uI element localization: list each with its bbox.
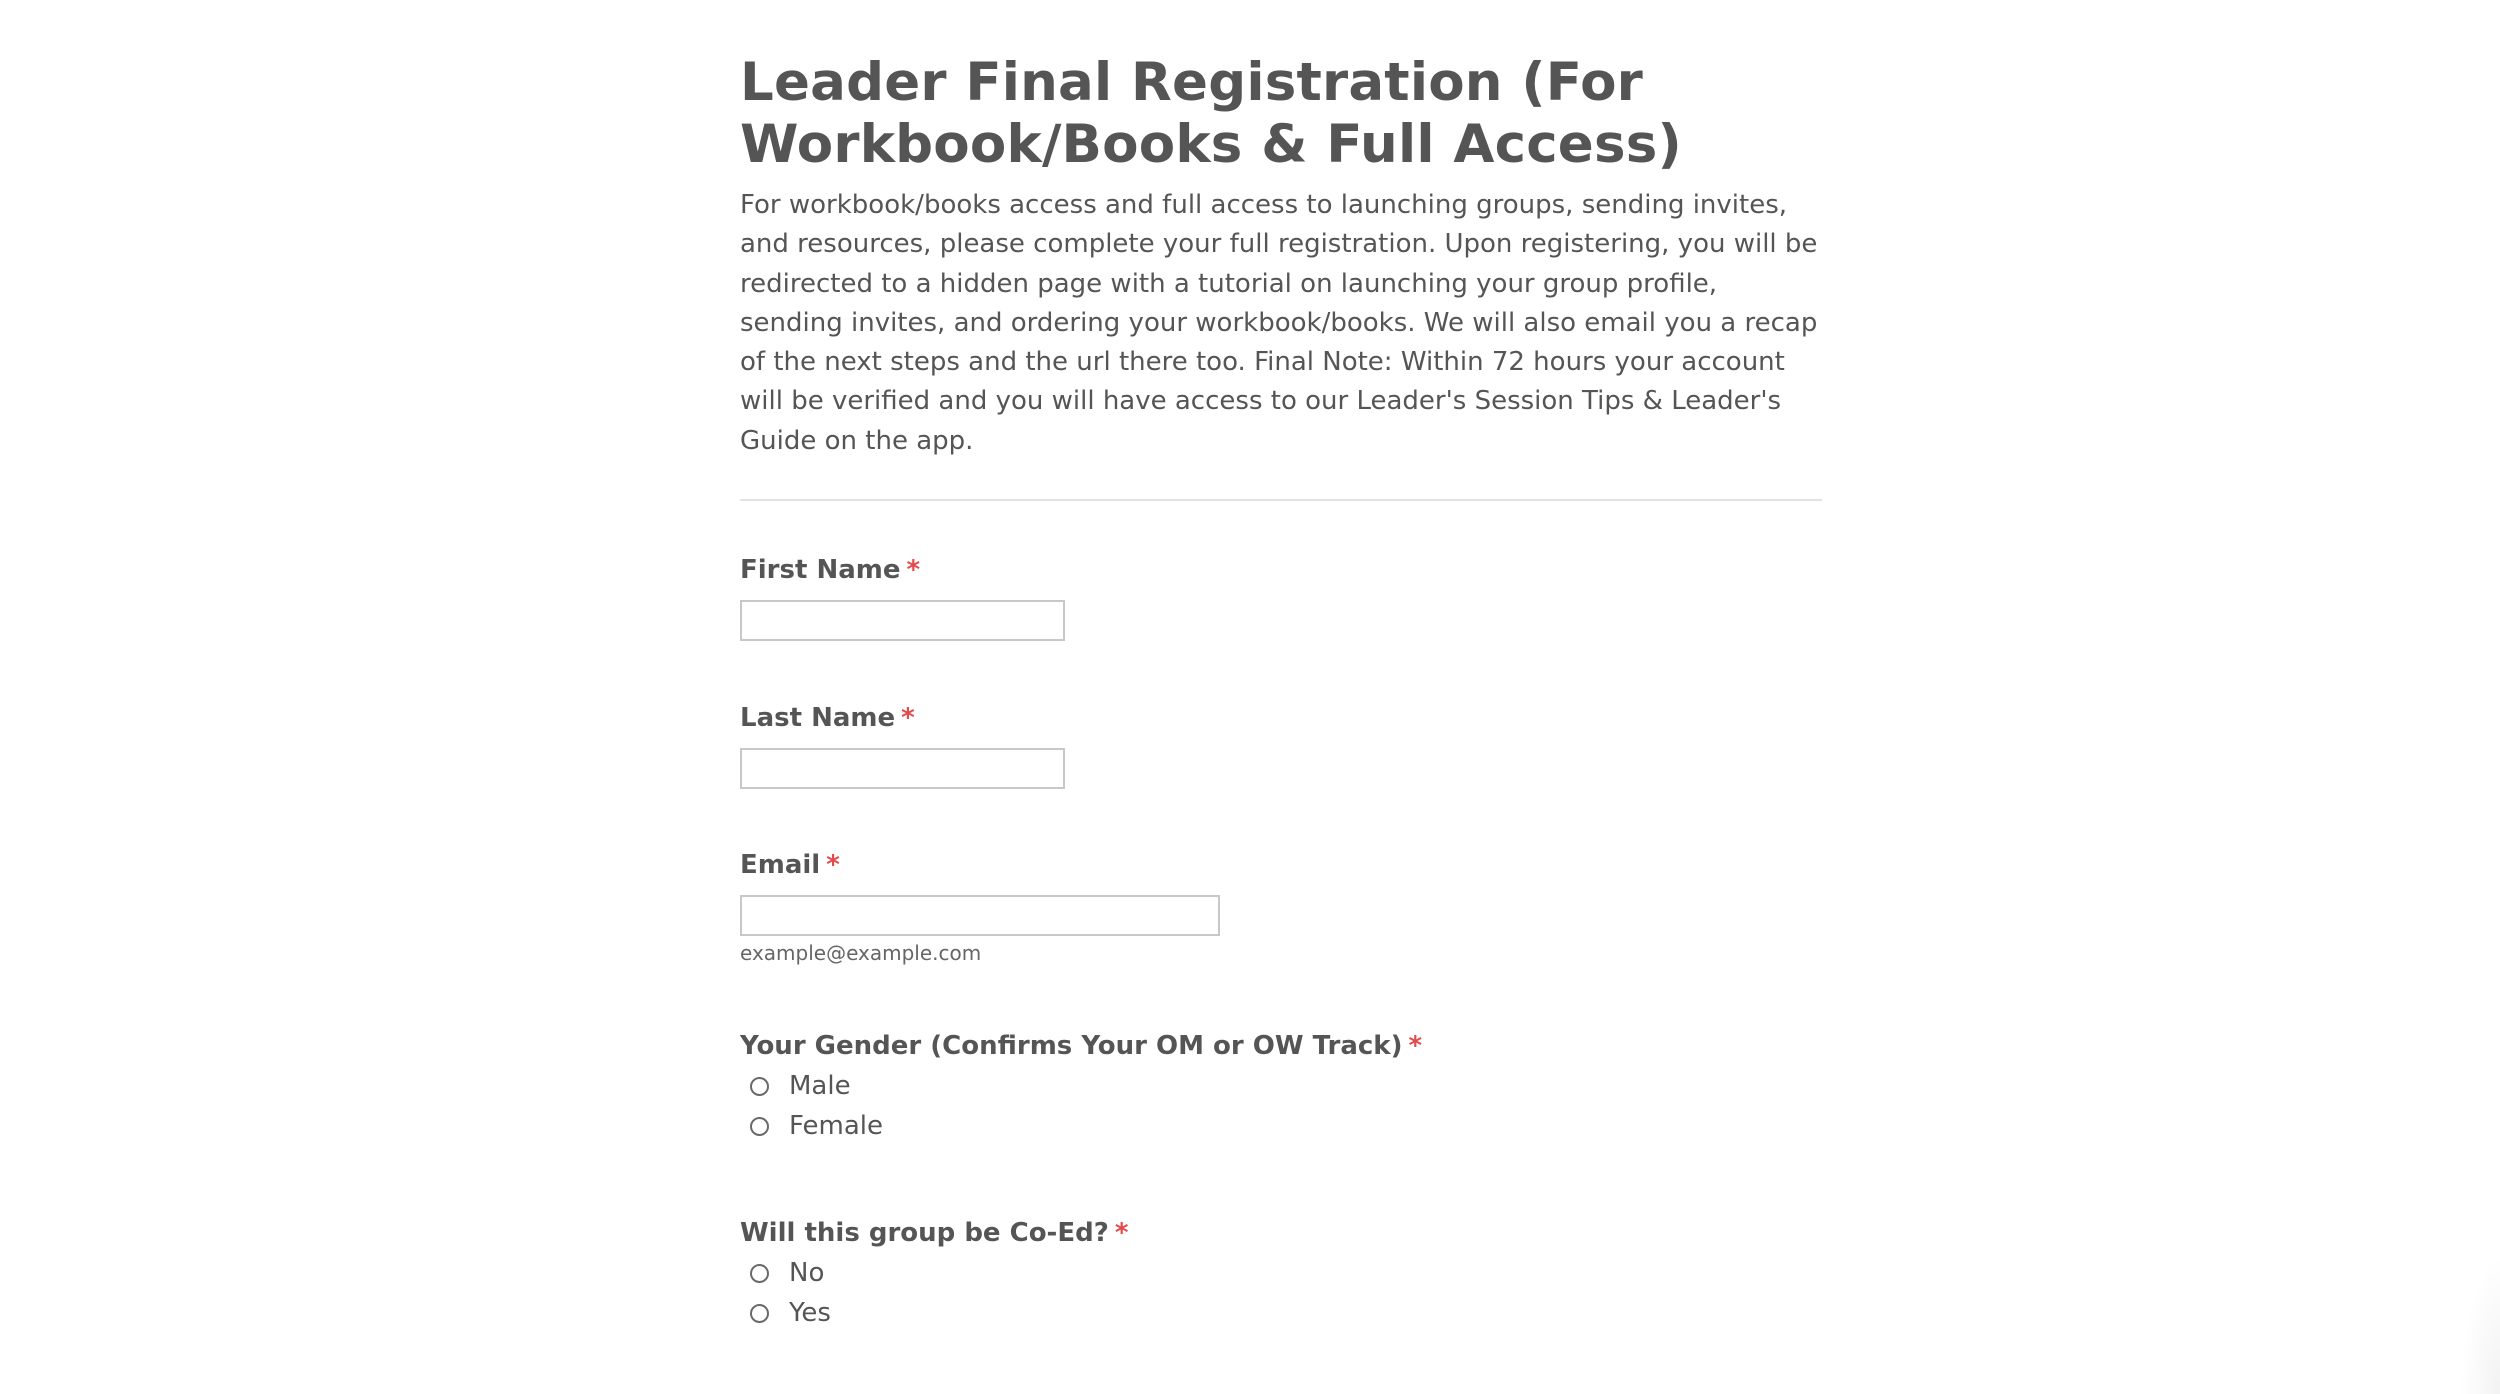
last-name-label: Last Name * bbox=[740, 703, 915, 733]
radio-label[interactable]: Male bbox=[789, 1071, 851, 1101]
required-asterisk: * bbox=[1114, 1218, 1129, 1248]
radio-button[interactable] bbox=[750, 1117, 769, 1136]
corner-shadow bbox=[2460, 1254, 2500, 1394]
radio-button[interactable] bbox=[750, 1304, 769, 1323]
first-name-field bbox=[740, 554, 1065, 641]
required-asterisk: * bbox=[901, 703, 915, 733]
radio-button[interactable] bbox=[750, 1264, 769, 1283]
coed-label: Will this group be Co-Ed? * bbox=[740, 1218, 1129, 1248]
coed-field bbox=[740, 1217, 1128, 1333]
radio-label[interactable]: Yes bbox=[789, 1298, 831, 1328]
last-name-field bbox=[740, 702, 1065, 789]
last-name-input[interactable] bbox=[740, 748, 1065, 789]
radio-label[interactable]: Female bbox=[789, 1111, 884, 1141]
coed-radio-group bbox=[740, 1253, 1128, 1333]
first-name-input[interactable] bbox=[740, 600, 1065, 641]
gender-radio-group bbox=[740, 1066, 1422, 1146]
gender-field bbox=[740, 1030, 1422, 1146]
email-sublabel: example@example.com bbox=[740, 941, 982, 965]
coed-option-no[interactable] bbox=[740, 1253, 1128, 1293]
required-asterisk: * bbox=[826, 850, 840, 880]
gender-option-male[interactable] bbox=[740, 1066, 1422, 1106]
radio-label[interactable]: No bbox=[789, 1258, 825, 1288]
email-input[interactable] bbox=[740, 895, 1220, 936]
email-label: Email * bbox=[740, 850, 840, 880]
form-title: Leader Final Registration (For Workbook/Books & Full Access) bbox=[740, 52, 1682, 175]
form-description: For workbook/books access and full access to launching groups, sending invites, and resources, please complete your full registration. Upon registering, you will be redirected to a hidden page with a tutorial on launching your group profile, sending invites, and ordering your workbook/books. We will also email you a recap of the next steps and the url there too. Final Note: Within 72 hours your account will be verified and you will have access to our Leader's Session Tips & Leader's Guide on the app. bbox=[740, 190, 1818, 456]
header-divider bbox=[740, 499, 1822, 501]
gender-label: Your Gender (Confirms Your OM or OW Track) * bbox=[740, 1031, 1423, 1061]
coed-option-yes[interactable] bbox=[740, 1293, 1128, 1333]
required-asterisk: * bbox=[1408, 1031, 1423, 1061]
first-name-label: First Name * bbox=[740, 555, 921, 585]
required-asterisk: * bbox=[906, 555, 921, 585]
email-field bbox=[740, 849, 1220, 965]
form-container bbox=[740, 52, 1822, 501]
gender-option-female[interactable] bbox=[740, 1106, 1422, 1146]
radio-button[interactable] bbox=[750, 1077, 769, 1096]
